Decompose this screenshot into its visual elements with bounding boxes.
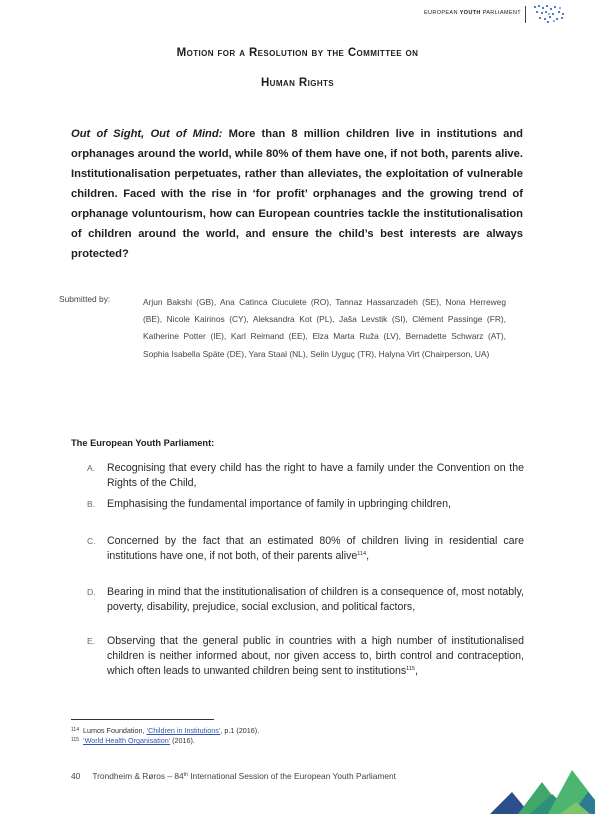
submitted-by-names: Arjun Bakshi (GB), Ana Catinca Ciuculete (RO), Tannaz Hassanzadeh (SE), Nona Herreweg (BE), Nicole Kairinos (CY), Aleksandra Kot (PL), Jaša Levstik (SI), Clément Passinge (FR), Katherine Potter (IE), Karl Reimand (EE), Elza Marta Ruža (LV), Bernadette Schwarz (AT), Sophia Isabella Späte (DE), Yara Staal (NL), Selin Uyguç (TR), Halyna Virt (Chairperson, UA) [143, 297, 506, 359]
footnote-number: 115 [71, 737, 79, 743]
footnote-ref: 114 [357, 551, 367, 557]
footnote-link[interactable]: ‘Children in Institutions’ [146, 726, 221, 735]
clause-text: Emphasising the fundamental importance of family in upbringing children, [107, 498, 451, 510]
session-name: Trondheim & Røros – 84 [92, 771, 184, 781]
session-ordinal: th [183, 772, 188, 778]
page-subtitle: Human Rights [260, 77, 335, 89]
page-number: 40 [71, 771, 81, 781]
topic-description: More than 8 million children live in institutions and orphanages around the world, while 80% of them have one, if not both, parents alive. Institutionalisation perpetuates, rather than alleviates, the exploitation of vulnerable children. Faced with the rise in ‘for profit’ orphanages and the growing trend of orphanage voluntourism, how can European countries tackle the institutionalisation of children around the world, and ensure the child’s best interests are always protected? [71, 128, 523, 260]
clause-b [87, 497, 524, 512]
page-title: Motion for a Resolution by the Committee on [176, 47, 419, 59]
header-divider [525, 6, 526, 23]
clause-letter: A. [87, 463, 96, 473]
footnote-114 [71, 726, 259, 735]
clause-d [87, 585, 524, 615]
clause-punctuation: , [414, 665, 418, 677]
brand-text: PARLIAMENT [480, 10, 521, 16]
eyp-logo-icon [532, 3, 568, 25]
clause-body: Observing that the general public in countries with a high number of institutionalised children is neither informed about, nor given access to, birth control and contraception, which often leads to unwanted children being sent to institutions [107, 635, 524, 677]
footnote-text: Lumos Foundation, [82, 726, 147, 735]
clause-a [87, 461, 524, 491]
clause-punctuation: , [366, 550, 370, 562]
footnote-divider [71, 719, 214, 720]
clause-letter: E. [87, 636, 96, 646]
clause-e [87, 634, 524, 679]
clause-c [87, 534, 524, 564]
org-heading: The European Youth Parliament: [71, 438, 215, 448]
footnote-link[interactable]: ‘World Health Organisation’ [82, 736, 171, 745]
topic-title: Out of Sight, Out of Mind: [71, 128, 223, 140]
footnote-ref: 115 [406, 666, 415, 672]
clause-letter: D. [87, 587, 96, 597]
clause-text [107, 634, 524, 679]
clause-text: Bearing in mind that the institutionalisation of children is a consequence of, most notably, poverty, disability, prejudice, social exclusion, and political factors, [107, 586, 524, 613]
header-brand [424, 10, 521, 16]
clause-body: Concerned by the fact that an estimated 80% of children living in residential care institutions have one, if not both, of their parents alive [107, 535, 524, 562]
clause-text: Recognising that every child has the right to have a family under the Convention on the Rights of the Child, [107, 462, 524, 489]
mountain-decoration-icon [490, 740, 595, 814]
submitted-by-label: Submitted by: [59, 294, 111, 304]
footnote-number: 114 [71, 727, 79, 733]
clause-text [107, 534, 524, 564]
page-footer [71, 771, 396, 781]
clause-letter: B. [87, 499, 96, 509]
clause-letter: C. [87, 536, 96, 546]
footnote-115 [71, 736, 195, 745]
footnote-text: , p.1 (2016). [220, 726, 260, 735]
brand-text-bold: YOUTH [459, 10, 481, 16]
topic-intro [71, 124, 523, 264]
brand-text: EUROPEAN [424, 10, 460, 16]
session-name-rest: International Session of the European Youth Parliament [187, 771, 397, 781]
footnote-text: (2016). [170, 736, 195, 745]
